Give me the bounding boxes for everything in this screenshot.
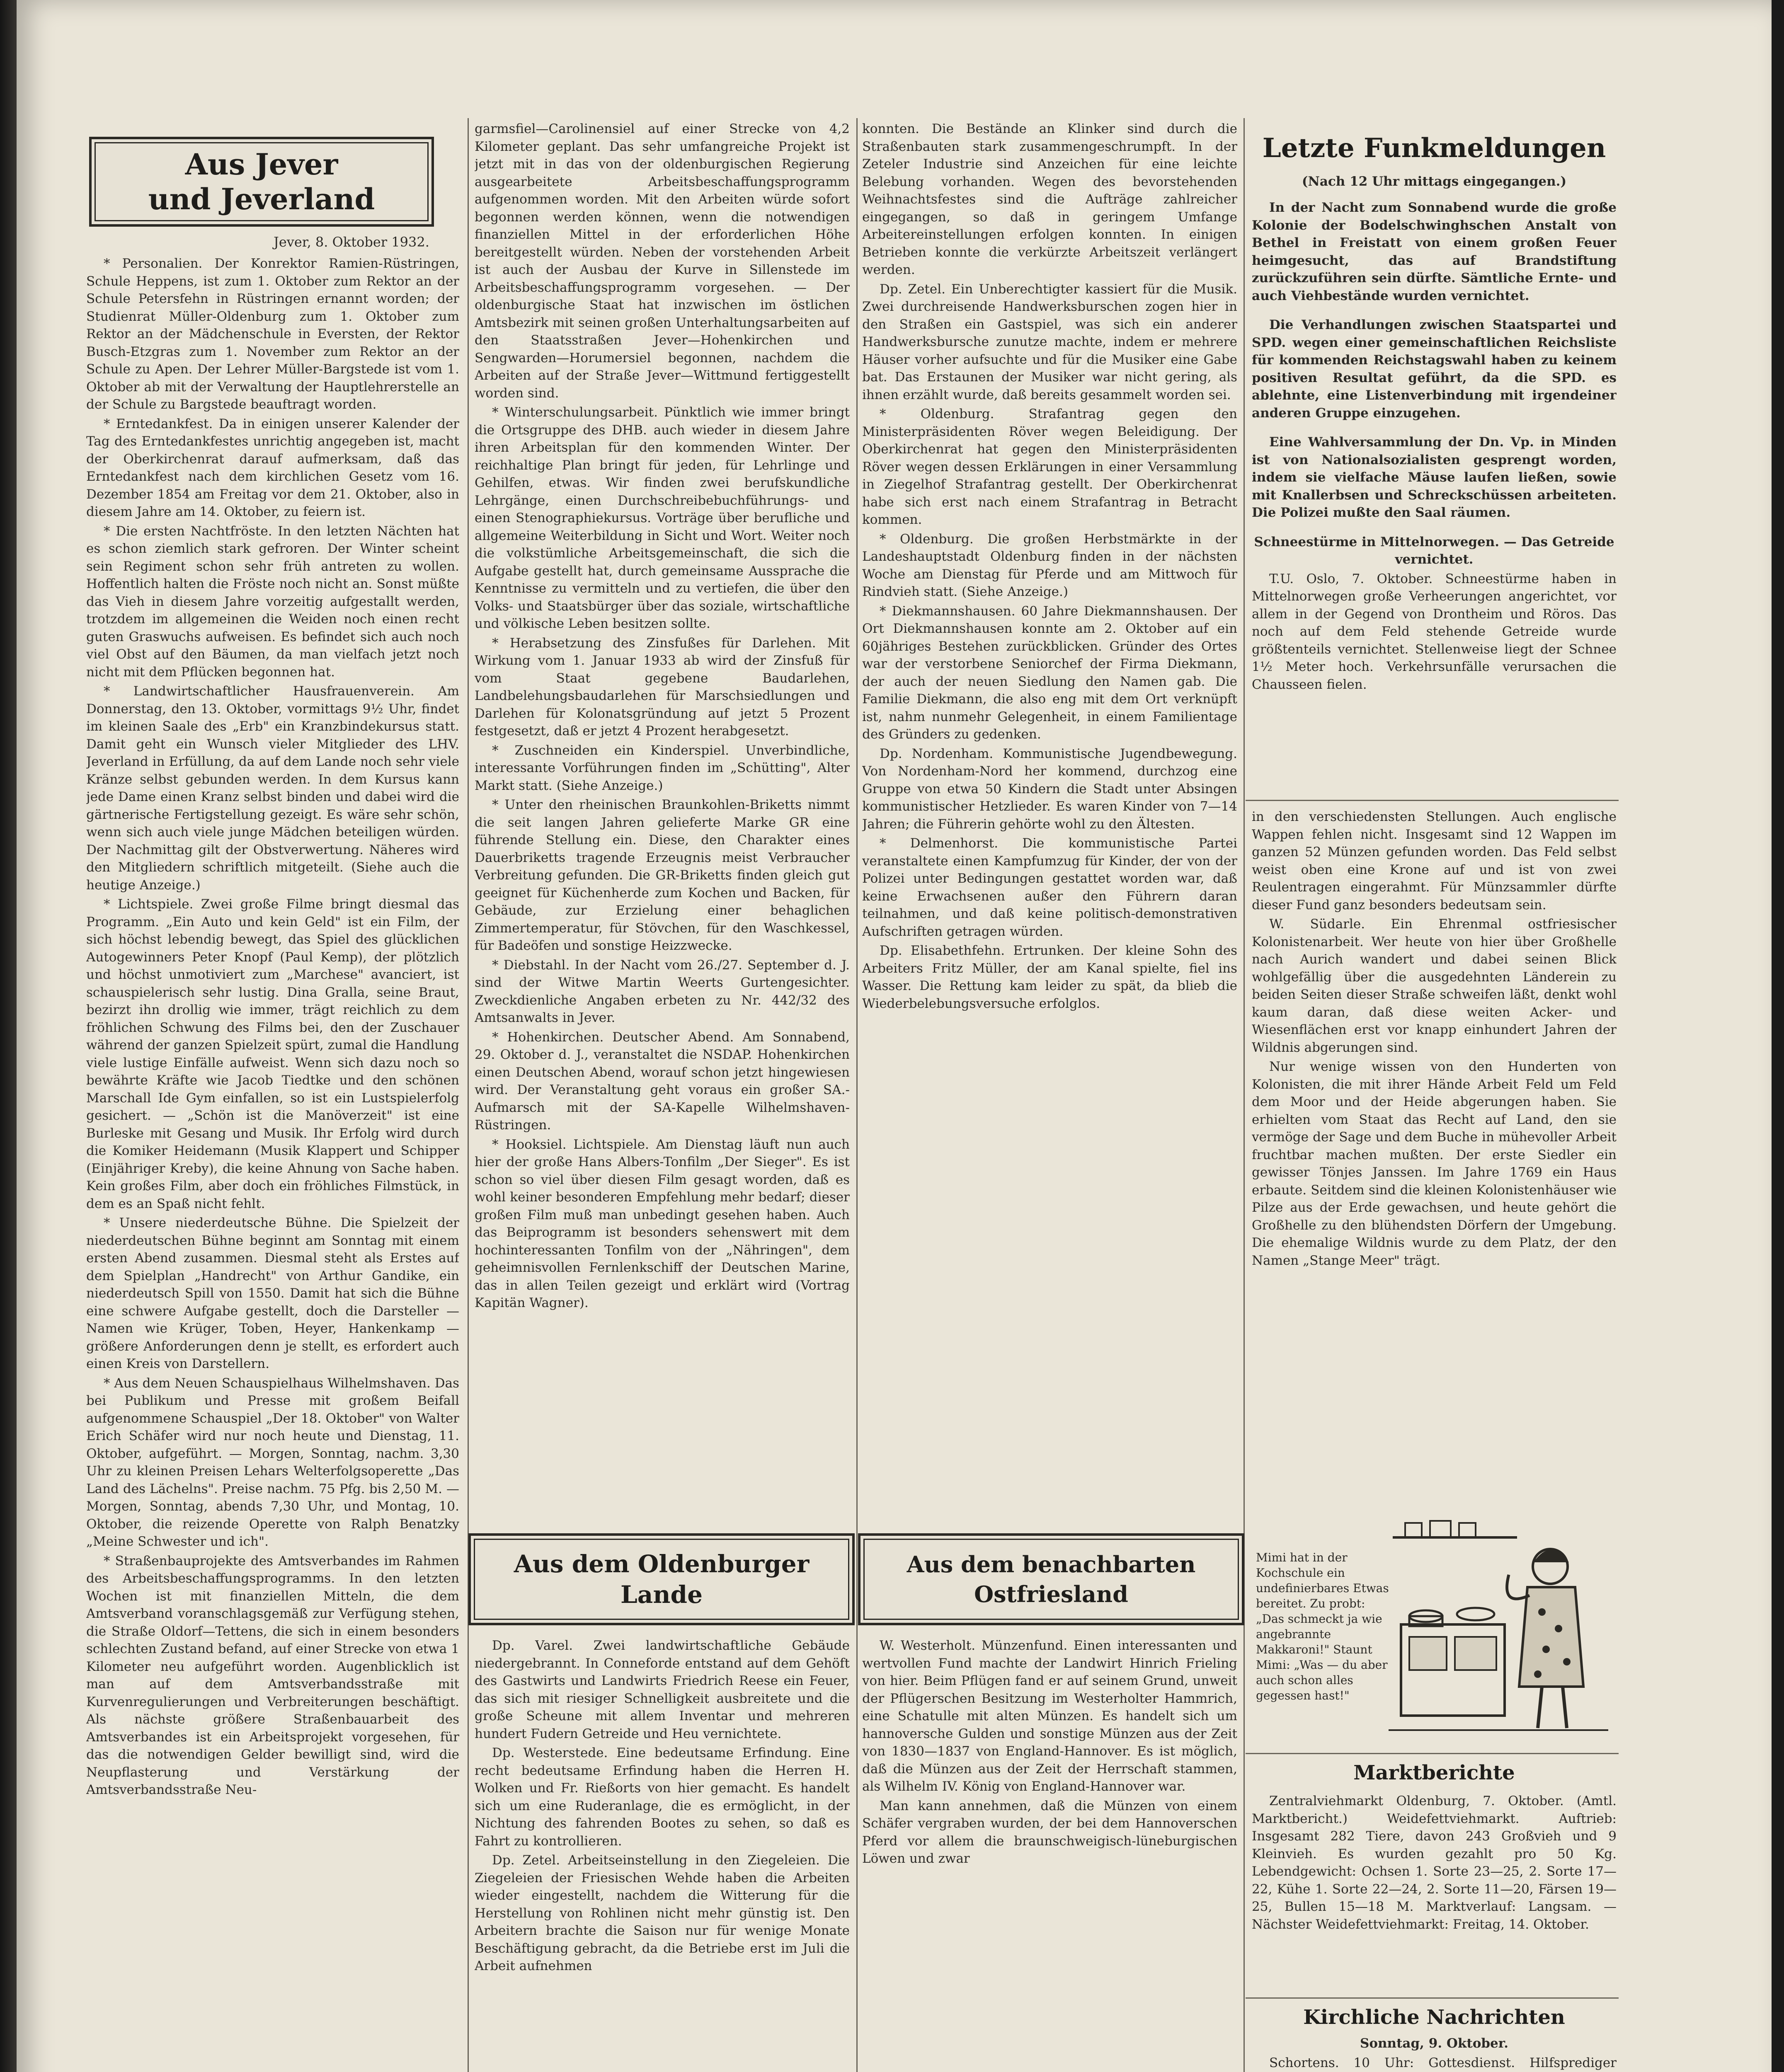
column-rule-1 — [468, 118, 469, 2072]
article-zinsfuss: * Herabsetzung des Zinsfußes für Darlehen. Mit Wirkung vom 1. Januar 1933 ab wird der Zinsfuß für vom Staat gegebene Baudarlehen, Landbelehungsbaudarlehen für Marschsiedlungen und Darlehen für Kolonatsgründung auf jetzt 5 Prozent festgesetzt, daß er jetzt 4 Prozent herabgesetzt. — [475, 635, 850, 738]
cartoon-caption: Mimi hat in der Kochschule ein undefinierbares Etwas bereitet. Zu probt: „Das schmeckt ja wie angebrannte Makkaroni!" Staunt Mimi: „Was — du aber auch schon alles gegessen hast!" — [1256, 1551, 1389, 1702]
church-schortens: Schortens. 10 Uhr: Gottesdienst. Hilfsprediger — [1269, 2055, 1617, 2070]
funk-item-spd: Die Verhandlungen zwischen Staatspartei und SPD. wegen einer gemeinschaftlichen Reichsliste für kommenden Reichstagswahl haben zu keinem positiven Resultat geführt, da die SPD. es ablehnte, eine Listenverbindung mit irgendeiner anderen Gruppe einzugehen. — [1252, 317, 1617, 421]
market-text-block — [1252, 1792, 1617, 1991]
funkmeldungen-title: Letzte Funkmeldungen — [1262, 133, 1606, 164]
article-hooksiel: * Hooksiel. Lichtspiele. Am Dienstag läuft nun auch hier der große Hans Albers-Tonfilm „Der Sieger". Es ist schon so viel über diesen Film gesagt worden, daß es wohl keiner besonderen Empfehlung mehr bedarf; dieser großen Film muß man unbedingt gesehen haben. Auch das Beiprogramm ist besonders sehenswert mit dem hochinteressanten Tonfilm von der „Nähringen", dem geheimnisvollen Fernlenkschiff der Deutschen Marine, das in allen Teilen gezeigt und erklärt wird (Vortrag Kapitän Wagner). — [475, 1137, 850, 1310]
funkmeldungen-text — [1252, 199, 1617, 787]
dateline: Jever, 8. Oktober 1932. — [274, 234, 429, 250]
article-varel: Dp. Varel. Zwei landwirtschaftliche Gebäude niedergebrannt. In Conneforde entstand auf dem Gehöft des Gastwirts und Landwirts Friedrich Reese ein Feuer, das sich mit riesiger Schnelligkeit ausbreitete und die große Scheune mit allem Inventar und mehreren hundert Fudern Getreide und Heu vernichtete. — [475, 1638, 850, 1741]
church-title: Kirchliche Nachrichten — [1303, 2006, 1565, 2029]
column-2-lower-text — [475, 1637, 850, 2072]
oldenburg-header-line2: Lande — [621, 1581, 703, 1609]
local-news-header-line2: und Jeverland — [148, 182, 375, 216]
ostfriesland-header — [858, 1533, 1244, 1625]
funk-item-minden: Eine Wahlversammlung der Dn. Vp. in Minden ist von Nationalsozialisten gesprengt worden, indem sie vielfache Mäuse laufen ließen, sowie mit Knallerbsen und Schreckschüssen arbeiteten. Die Polizei mußte den Saal räumen. — [1252, 435, 1617, 520]
article-elisabethfehn: Dp. Elisabethfehn. Ertrunken. Der kleine Sohn des Arbeiters Fritz Müller, der am Kanal spielte, fiel ins Wasser. Die Rettung kam leider zu spät, da blieb die Wiederbelebungsversuche erfolglos. — [862, 943, 1237, 1011]
article-westerholt-continued: Man kann annehmen, daß die Münzen von einem Schäfer vergraben wurden, der bei dem Hannoverschen Pferd vor allem die braunschweigisch-lüneburgischen Löwen und zwar — [862, 1798, 1237, 1866]
article-nordenham: Dp. Nordenham. Kommunistische Jugendbewegung. Von Nordenham-Nord her kommend, durchzog eine Gruppe von etwa 50 Kindern die Stadt unter Absingen kommunistischer Hetzlieder. Es waren Kinder von 7—14 Jahren; die Führerin gehörte wohl zu den Ältesten. — [862, 746, 1237, 832]
article-hohenkirchen: * Hohenkirchen. Deutscher Abend. Am Sonnabend, 29. Oktober d. J., veranstaltet die NSDAP. Hohenkirchen einen Deutschen Abend, worauf schon jetzt hingewiesen wird. Der Veranstaltung geht voraus ein großer SA.-Aufmarsch mit der SA-Kapelle Wilhelmshaven-Rüstringen. — [475, 1029, 850, 1133]
column-3-lower-text — [862, 1637, 1237, 2072]
market-title: Marktberichte — [1353, 1761, 1515, 1784]
article-diekmannshausen: * Diekmannshausen. 60 Jahre Diekmannshausen. Der Ort Diekmannshausen konnte am 2. Oktober auf ein 60jähriges Bestehen zurückblicken. Gründer des Ortes war der verstorbene Seniorchef der Firma Diekmann, der auch der neuen Siedlung den Namen gab. Die Familie Diekmann, die also eng mit dem Ort verknüpft ist, nahm nunmehr Gelegenheit, in einem Familientage des Gründers zu gedenken. — [862, 603, 1237, 742]
funk-bottom-rule — [1246, 800, 1619, 801]
article-suedarle: W. Südarle. Ein Ehrenmal ostfriesischer Kolonistenarbeit. Wer heute von hier über Großhelle nach Aurich wandert und dabei seinen Blick wohlgefällig über die ausgedehnten Länderein zu beiden Seiten dieser Straße schweifen läßt, denkt wohl kaum daran, daß diese weiten Acker- und Wiesenflächen erst vor knapp einhundert Jahren der Wildnis abgerungen sind. — [1252, 917, 1617, 1055]
church-text-block — [1252, 2035, 1617, 2072]
article-schauspielhaus: * Aus dem Neuen Schauspielhaus Wilhelmshaven. Das bei Publikum und Presse mit großem Beifall aufgenommene Schauspiel „Der 18. Oktober" von Walter Erich Schäfer wird nur noch heute und Dienstag, 11. Oktober, aufgeführt. — Morgen, Sonntag, nachm. 3,30 Uhr zu kleinen Preisen Lehars Welterfolgsoperette „Das Land des Lächelns". Preise nachm. 75 Pfg. bis 2,50 M. — Morgen, Sonntag, abends 7,30 Uhr, und Montag, 10. Oktober, die reizende Operette von Ralph Benatzky „Meine Schwester und ich". — [86, 1375, 459, 1549]
column-rule-2 — [856, 118, 858, 2072]
local-news-header — [89, 137, 434, 227]
article-herbstmaerkte: * Oldenburg. Die großen Herbstmärkte in der Landeshauptstadt Oldenburg finden in der nächsten Woche am Dienstag für Pferde und am Mittwoch für Rindvieh statt. (Siehe Anzeige.) — [862, 531, 1237, 599]
illustration-bottom-rule — [1246, 1753, 1619, 1754]
article-erntedankfest: * Erntedankfest. Da in einigen unserer Kalender der Tag des Erntedankfestes unrichtig angegeben ist, macht der Oberkirchenrat darauf aufmerksam, daß das Erntedankfest nach dem kirchlichen Gesetz vom 16. Dezember 1854 am Freitag vor dem 21. Oktober, also in diesem Jahre am 14. Oktober, zu feiern ist. — [86, 416, 459, 519]
column-2-text — [475, 120, 850, 1513]
oldenburg-header — [468, 1533, 855, 1625]
funkmeldungen-subtitle: (Nach 12 Uhr mittags eingegangen.) — [1302, 174, 1567, 189]
article-personalien: * Personalien. Der Konrektor Ramien-Rüstringen, Schule Heppens, ist zum 1. Oktober zum Rektor an der Schule Petersfehn in Rüstringen ernannt worden; der Studienrat Müller-Oldenburg zum 1. Oktober zum Rektor an der Mädchenschule in Eversten, der Rektor Busch-Etzgras zum 1. November zum Rektor an der Schule zu Apen. Der Lehrer Müller-Bargstede ist vom 1. Oktober ab mit der Verwaltung der Hauptlehrerstelle an der Schule zu Bargstede beauftragt worden. — [86, 256, 459, 412]
article-strassenbau-continued: garmsfiel—Carolinensiel auf einer Strecke von 4,2 Kilometer geplant. Das sehr umfangreiche Projekt ist jetzt mit in das von der oldenburgischen Regierung ausgearbeitete Arbeitsbeschaffungsprogramm aufgenommen worden. Mit den Arbeiten würde sofort begonnen werden können, wenn die notwendigen finanziellen Mittel in der erforderlichen Höhe bereitgestellt würden. Neben der vorstehenden Arbeit ist auch der Ausbau der Kurve in Sillenstede im Arbeitsbeschaffungsprogramm vorgesehen. — Der oldenburgische Staat hat inzwischen im östlichen Amtsbezirk mit seinen großen Unterhaltungsarbeiten auf den Staatsstraßen Jever—Hohenkirchen und Sengwarden—Horumersiel begonnen, nachdem die Arbeiten auf der Straße Jever—Wittmund fertiggestellt worden sind. — [475, 121, 850, 401]
column-4-continued-text — [1252, 808, 1617, 1508]
funk-item-freistatt: In der Nacht zum Sonnabend wurde die große Kolonie der Bodelschwinghschen Anstalt von Bethel in Freistatt von einem großen Feuer heimgesucht, das auf Brandstiftung zurückzuführen sein dürfte. Sämtliche Ernte- und auch Viehbestände wurden vernichtet. — [1252, 200, 1617, 303]
article-zetel-ziegeleien: Dp. Zetel. Arbeitseinstellung in den Ziegeleien. Die Ziegeleien der Friesischen Wehde haben die Arbeiten wieder eingestellt, nachdem die Witterung für die Herstellung von Rohlinen nicht mehr günstig ist. Den Arbeitern brachte die Saison nur für wenige Monate Beschäftigung gebracht, da die Betriebe erst im Juli die Arbeit aufnehmen — [475, 1853, 850, 1973]
column-1-text — [86, 255, 459, 2072]
ostfriesland-header-line1: Aus dem benachbarten — [907, 1551, 1196, 1578]
article-wappen-continued: in den verschiedensten Stellungen. Auch englische Wappen fehlen nicht. Insgesamt sind 12 Wappen im ganzen 52 Münzen gefunden worden. Das Feld selbst weist oben eine Krone auf und ist von zwei Reulentragen eingerahmt. Für Münzsammler dürfte dieser Fund ganz besonders bedeutsam sein. — [1252, 809, 1617, 913]
article-klinker-continued: konnten. Die Bestände an Klinker sind durch die Straßenbauten stark zusammengeschrumpft. In der Zeteler Industrie sind Anzeichen für eine leichte Belebung vorhanden. Wegen des bevorstehenden Weihnachtsfestes sind die Aufträge zahlreicher eingegangen, so daß in geringem Umfange Arbeitereinstellungen erfolgen konnten. In einigen Betrieben konnte die verkürzte Arbeitszeit verlängert werden. — [862, 121, 1237, 277]
article-hausfrauenverein: * Landwirtschaftlicher Hausfrauenverein. Am Donnerstag, den 13. Oktober, vormittags 9½ Uhr, findet im kleinen Saale des „Erb" ein Kranzbindekursus statt. Damit geht ein Wunsch vieler Mitglieder des LHV. Jeverland in Erfüllung, da auf dem Lande noch sehr viele Kränze selbst gebunden werden. In dem Kursus kann jede Dame einen Kranz selbst binden und dabei wird die gärtnerische Fertigstellung gezeigt. Es wäre sehr schön, wenn sich auch viele junge Mädchen beteiligen würden. Der Nachmittag gilt der Obstverwertung. Näheres wird den Mitgliedern schriftlich mitgeteilt. (Siehe auch die heutige Anzeige.) — [86, 684, 459, 893]
article-oldenburg-strafantrag: * Oldenburg. Strafantrag gegen den Ministerpräsidenten Röver wegen Beleidigung. Der Oberkirchenrat hat gegen den Ministerpräsidenten Röver wegen dessen Erklärungen in einer Versammlung in Ziegelhof Strafantrag gestellt. Der Oberkirchenrat habe sich erst nach einem Strafantrag in Betracht kommen. — [862, 407, 1237, 527]
column-rule-3 — [1243, 118, 1245, 2072]
market-text: Zentralviehmarkt Oldenburg, 7. Oktober. (Amtl. Marktbericht.) Weidefettviehmarkt. Auftrieb: Insgesamt 282 Tiere, davon 243 Großvieh und 9 Kleinvieh. Es wurden gezahlt pro 50 Kg. Lebendgewicht: Ochsen 1. Sorte 23—25, 2. Sorte 17—22, Kühe 1. Sorte 22—24, 2. Sorte 11—20, Färsen 19—25, Bullen 15—18 M. Marktverlauf: Langsam. — Nächster Weidefettviehmarkt: Freitag, 14. Oktober. — [1252, 1794, 1617, 1932]
article-zetel-musik: Dp. Zetel. Ein Unberechtigter kassiert für die Musik. Zwei durchreisende Handwerksburschen zogen hier in den Straßen ein Gastspiel, was sich ein anderer Handwerksbursche zunutze machte, indem er mehrere Häuser vorher aufsuchte und für die Musiker eine Gabe bat. Das Erstaunen der Musiker war nicht gering, als ihnen erzählt wurde, daß bereits gesammelt worden sei. — [862, 281, 1237, 402]
ostfriesland-header-line2: Ostfriesland — [974, 1581, 1128, 1607]
oldenburg-header-line1: Aus dem Oldenburger — [514, 1550, 810, 1578]
article-nachtfroeste: * Die ersten Nachtfröste. In den letzten Nächten hat es schon ziemlich stark gefroren. Der Winter scheint sein Regiment schon sehr früh antreten zu wollen. Hoffentlich halten die Fröste noch nicht an. Sonst müßte das Vieh in diesem Jahre vorzeitig aufgestallt werden, trotzdem im allgemeinen die Weiden noch einen recht guten Graswuchs aufweisen. Es befindet sich auch noch viel Obst auf den Bäumen, da man vielfach jetzt noch nicht mit dem Pflücken begonnen hat. — [86, 523, 459, 680]
funk-storm-heading: Schneestürme in Mittelnorwegen. — Das Getreide vernichtet. — [1254, 534, 1614, 567]
woman-dress — [1519, 1587, 1583, 1687]
article-zuschneiden: * Zuschneiden ein Kinderspiel. Unverbindliche, interessante Vorführungen finden im „Schütting", Alter Markt statt. (Siehe Anzeige.) — [475, 743, 850, 793]
column-3-text — [862, 120, 1237, 1513]
article-braunkohlen: * Unter den rheinischen Braunkohlen-Briketts nimmt die seit langen Jahren gelieferte Marke GR eine führende Stellung ein. Diese, den Charakter eines Dauerbriketts tragende Erzeugnis meist Verbraucher Verbreitung gefunden. Die GR-Briketts finden gleich gut geeignet für Küchenherde zum Kochen und Backen, für Gebäude, zur Erzielung einer behaglichen Zimmertemperatur, für Stövchen, für den Waschkessel, für Badeöfen und sonstige Heizzwecke. — [475, 797, 850, 953]
article-westerstede: Dp. Westerstede. Eine bedeutsame Erfindung. Eine recht bedeutsame Erfindung haben die Herren H. Wolken und Fr. Rießorts von hier gemacht. Es handelt sich um eine Ruderanlage, die es ermöglicht, in der Nichtung des fahrenden Bootes zu sehen, so daß es Fahrt zu kontrollieren. — [475, 1745, 850, 1849]
church-date: Sonntag, 9. Oktober. — [1360, 2036, 1509, 2051]
local-news-header-line1: Aus Jever — [185, 147, 338, 182]
article-westerholt: W. Westerholt. Münzenfund. Einen interessanten und wertvollen Fund machte der Landwirt Hinrich Frieling von hier. Beim Pflügen fand er auf seinem Grund, unweit der Pflügerschen Besitzung im Westerholter Hammrich, eine Schatulle mit alten Münzen. Es handelt sich um hannoversche Gulden und sonstige Münzen aus der Zeit von 1830—1837 von England-Hannover. Es ist möglich, daß die Münzen aus der Zeit der Herrschaft stammen, als Wilhelm IV. König von England-Hannover war. — [862, 1638, 1237, 1794]
article-niederdeutsche-buehne: * Unsere niederdeutsche Bühne. Die Spielzeit der niederdeutschen Bühne beginnt am Sonntag mit einem ersten Abend zusammen. Diesmal steht als Erstes auf dem Spielplan „Handrecht" von Arthur Gandike, ein niederdeutsch Spill von 1550. Damit hat sich die Bühne eine schwere Aufgabe gestellt, doch die Darsteller — Namen wie Krüger, Toben, Heyer, Hankenkamp — größere Anforderungen denn je stellt, es erfordert auch einen Kreis von Darstellern. — [86, 1215, 459, 1371]
article-diebstahl: * Diebstahl. In der Nacht vom 26./27. September d. J. sind der Witwe Martin Weerts Gurtengesichter. Zweckdienliche Angaben erbeten zu Nr. 442/32 des Amtsanwalts in Jever. — [475, 957, 850, 1025]
article-strassenbau: * Straßenbauprojekte des Amtsverbandes im Rahmen des Arbeitsbeschaffungsprogramms. In den letzten Wochen ist mit finanziellen Mitteln, die dem Amtsverband voranschlagsgemäß zur Verfügung stehen, die Straße Oldorf—Tettens, die sich in einem besonders schlechten Zustand befand, auf einer Strecke von etwa 1 Kilometer neu aufgeführt worden. Augenblicklich ist man auf dem Amtsverbandsstraße mit Kurvenregulierungen und Verbreiterungen beschäftigt. Als nächste größere Straßenbauarbeit des Amtsverbandes ist ein Arbeitsprojekt vorgesehen, für das die notwendigen Gelder bewilligt sind, wird die Neupflasterung und Verstärkung der Amtsverbandsstraße Neu- — [86, 1553, 459, 1797]
article-delmenhorst: * Delmenhorst. Die kommunistische Partei veranstaltete einen Kampfumzug für Kinder, der von der Polizei unter Bedingungen gestattet worden war, daß keine Erwachsenen außer den Führern daran teilnahmen, und daß keine politisch-demonstrativen Aufschriften getragen würden. — [862, 836, 1237, 939]
article-lichtspiele: * Lichtspiele. Zwei große Filme bringt diesmal das Programm. „Ein Auto und kein Geld" ist ein Film, der sich höchst lebendig bewegt, das Spiel des glücklichen Autogewinners Peter Knopf (Paul Kemp), der plötzlich und höchst unmotiviert zum „Marchese" avanciert, ist schauspielerisch sehr lustig. Dina Gralla, seine Braut, bezirzt ihn drollig wie immer, trägt reichlich zu dem fröhlichen Schwung des Films bei, den der Zuschauer während der ganzen Spielzeit spürt, zumal die Handlung viele lustige Einfälle aufweist. Wenn sich dazu noch so bewährte Kräfte wie Jacob Tiedtke und den schönen Marschall Ide Gym einfallen, so ist ein Lustspielerfolg gesichert. — „Schön ist die Manöverzeit" ist eine Burleske mit Gesang und Musik. Ihr Erfolg wird durch die Komiker Heidemann (Musik Klappert und Schipper (Einjähriger Kreby), die keine Ahnung von Sache haben. Kein großes Film, aber doch ein fröhliches Filmstück, in dem es an Spaß nicht fehlt. — [86, 897, 459, 1211]
article-kolonisten: Nur wenige wissen von den Hunderten von Kolonisten, die mit ihrer Hände Arbeit Feld um Feld dem Moor und der Heide abgerungen haben. Sie erhielten vom Staat das Recht auf Land, den sie vermöge der Sage und dem Buche in mühevoller Arbeit fruchtbar machen mußten. Der erste Siedler ein gewisser Tönjes Janssen. Im Jahre 1769 ein Haus erbaute. Seitdem sind die kleinen Kolonistenhäuser wie Pilze aus der Erde gewachsen, und heute gehört die Großhelle zu den blühendsten Dörfern der Umgebung. Die ehemalige Wildnis wurde zu dem Platz, der den Namen „Stange Meer" trägt. — [1252, 1059, 1617, 1268]
funk-storm-text: T.U. Oslo, 7. Oktober. Schneestürme haben in Mittelnorwegen große Verheerungen angerichtet, vor allem in der Gegend von Drontheim und Röros. Das noch auf dem Feld stehende Getreide wurde größtenteils vernichtet. Stellenweise liegt der Schnee 1½ Meter hoch. Verkehrsunfälle verursachen die Chausseen fielen. — [1252, 571, 1617, 692]
market-bottom-rule — [1246, 1997, 1619, 1999]
article-winterschulung: * Winterschulungsarbeit. Pünktlich wie immer bringt die Ortsgruppe des DHB. auch wieder in diesem Jahre ihren Arbeitsplan für den kommenden Winter. Der reichhaltige Plan bringt für jeden, für Lehrlinge und Gehilfen, etwas. Wir finden zwei berufskundliche Lehrgänge, einen Durchschreibebuchführungs- und einen Stenographiekursus. Vorträge über berufliche und allgemeine Weiterbildung in Sicht und Wort. Weiter noch die volkstümliche Arbeitsgemeinschaft, die sich die Aufgabe gestellt hat, durch gemeinsame Aussprache die Kenntnisse zu vermitteln und zu vertiefen, die über den Volks- und Staatsbürger über das soziale, wirtschaftliche und völkische Leben besitzen sollte. — [475, 405, 850, 631]
